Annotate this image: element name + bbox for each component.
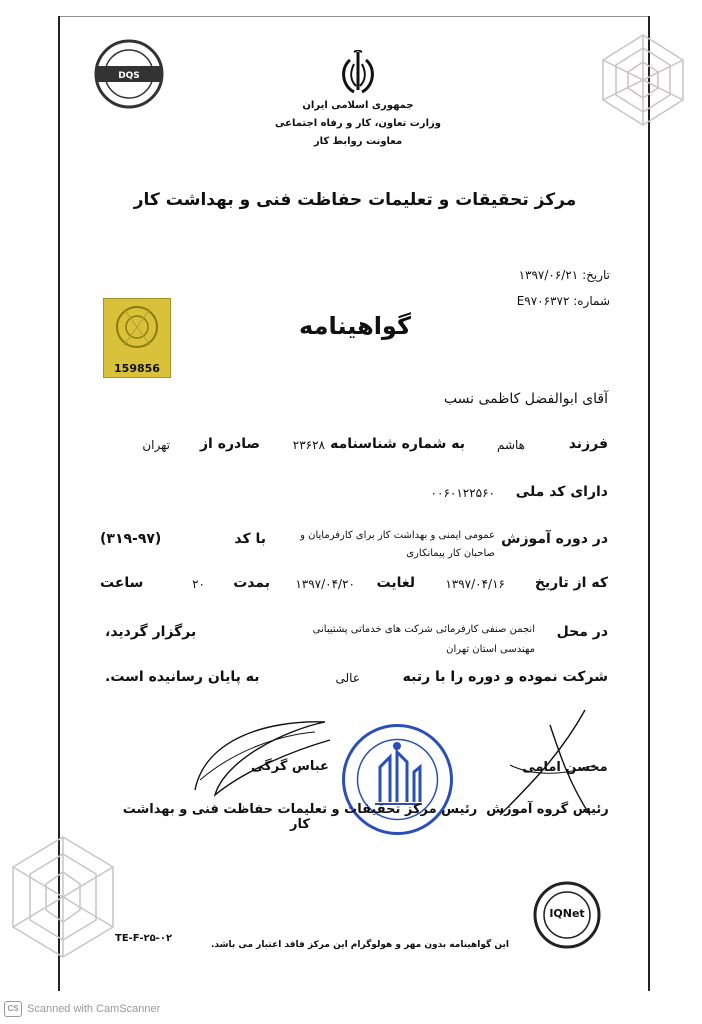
participation-label: شرکت نموده و دوره را با رتبه <box>402 669 608 685</box>
date-value: ۱۳۹۷/۰۶/۲۱ <box>518 268 579 282</box>
course-label: در دوره آموزش <box>501 531 608 547</box>
date-label: تاریخ: <box>582 268 610 282</box>
header-line-1: جمهوری اسلامی ایران <box>302 100 414 111</box>
national-code: ۰۰۶۰۱۲۲۵۶۰ <box>430 486 495 500</box>
footer-notice: این گواهینامه بدون مهر و هولوگرام این مرکز فاقد اعتبار می باشد. <box>211 940 509 950</box>
iqnet-certified-logo-icon <box>532 880 602 950</box>
ornament-bottom-left-icon <box>8 832 118 962</box>
header-line-2: وزارت تعاون، کار و رفاه اجتماعی <box>275 118 441 129</box>
person-name: آقای ابوالفضل کاظمی نسب <box>443 391 608 407</box>
header-line-3: معاونت روابط کار <box>313 136 403 147</box>
issued-label: صادره از <box>199 436 260 452</box>
issued-place: تهران <box>142 438 170 452</box>
from-label: که از تاریخ <box>534 575 608 591</box>
camscanner-watermark <box>4 1000 160 1018</box>
course-name: عمومی ایمنی و بهداشت کار برای کارفرمایان و صاحبان کار پیمانکاری <box>300 530 495 559</box>
number-value: E۹۷۰۶۳۷۲ <box>516 294 570 308</box>
ornament-top-right-icon <box>598 30 688 130</box>
org-title: مرکز تحقیقات و تعلیمات حفاظت فنی و بهداشت کار <box>133 190 577 210</box>
held-label: برگزار گردید، <box>105 624 197 640</box>
date-field <box>480 268 610 282</box>
grade-value: عالی <box>335 671 360 685</box>
certificate-title: گواهینامه <box>299 312 411 340</box>
id-label: به شماره شناسنامه <box>330 436 465 452</box>
number-field <box>480 294 610 308</box>
iran-emblem-icon <box>336 50 380 98</box>
place-value: انجمن صنفی کارفرمائی شرکت های خدماتی پشتیبانی مهندسی استان تهران <box>312 624 535 655</box>
certified-management-system-logo-icon <box>93 38 165 110</box>
completion-label: به پایان رسانیده است. <box>105 669 260 685</box>
child-of-label: فرزند <box>568 436 608 452</box>
right-signatory-title: رئیس گروه آموزش <box>486 802 609 817</box>
iqnet-text: IQNet <box>549 907 585 920</box>
id-number: ۲۳۶۲۸ <box>292 438 325 452</box>
from-date: ۱۳۹۷/۰۴/۱۶ <box>445 577 505 591</box>
left-signatory-title: رئیس مرکز تحقیقات و تعلیمات حفاظت فنی و بهداشت کار <box>122 802 478 832</box>
border-top <box>58 16 650 17</box>
duration-value: ۲۰ <box>192 577 205 591</box>
hologram-serial: 159856 <box>114 362 160 375</box>
right-signatory-name: محسن امامی <box>522 760 608 775</box>
course-code: (۳۱۹-۹۷) <box>100 531 162 547</box>
hologram-seal-icon <box>103 298 171 378</box>
to-label: لغایت <box>376 575 415 591</box>
left-signatory-name: عباس گرگی <box>251 759 329 774</box>
camscanner-icon: CS <box>4 1001 22 1017</box>
code-label: با کد <box>234 531 266 547</box>
form-code: TE-F-۲۵-۰۲ <box>115 933 173 944</box>
number-label: شماره: <box>573 294 610 308</box>
to-date: ۱۳۹۷/۰۴/۲۰ <box>295 577 355 591</box>
hours-label: ساعت <box>100 575 144 591</box>
border-right <box>648 16 650 991</box>
place-label: در محل <box>556 624 608 640</box>
duration-label: بمدت <box>233 575 270 591</box>
father-name: هاشم <box>496 438 525 452</box>
svg-text:DQS: DQS <box>118 71 140 81</box>
national-code-label: دارای کد ملی <box>515 484 608 500</box>
camscanner-text: Scanned with CamScanner <box>27 1003 161 1015</box>
